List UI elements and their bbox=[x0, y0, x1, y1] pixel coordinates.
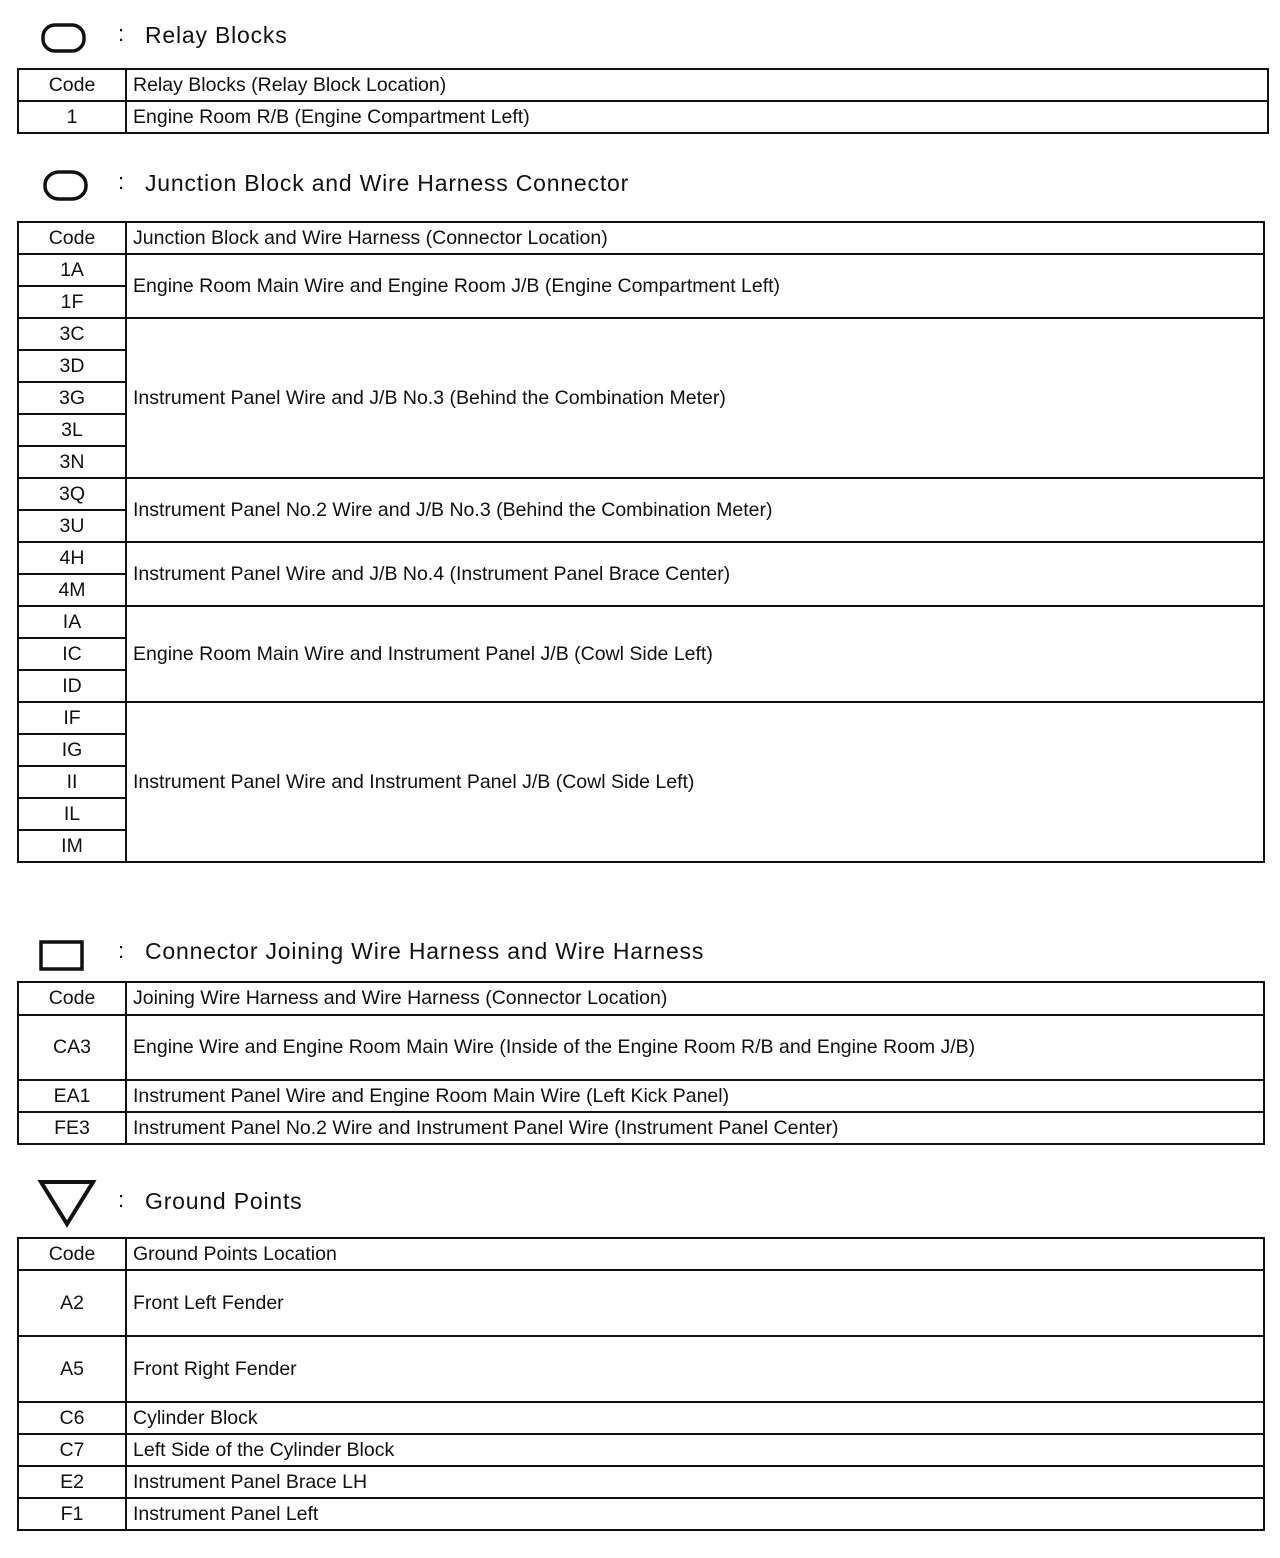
desc-cell: Instrument Panel Brace LH bbox=[126, 1466, 1264, 1498]
joining-connectors-title: Connector Joining Wire Harness and Wire Harness bbox=[145, 938, 705, 964]
junction-blocks-colon: : bbox=[118, 169, 125, 194]
triangle-symbol-icon bbox=[36, 1178, 98, 1230]
desc-header: Ground Points Location bbox=[126, 1238, 1264, 1270]
square-symbol-icon bbox=[38, 939, 86, 973]
code-cell: 3D bbox=[18, 350, 126, 382]
desc-cell: Engine Room Main Wire and Instrument Panel J/B (Cowl Side Left) bbox=[126, 606, 1264, 702]
code-cell: C7 bbox=[18, 1434, 126, 1466]
table-header-row bbox=[18, 982, 1264, 1015]
table-header-row bbox=[18, 69, 1268, 101]
code-cell: 4H bbox=[18, 542, 126, 574]
table-row bbox=[18, 606, 1264, 638]
table-row bbox=[18, 542, 1264, 574]
code-cell: C6 bbox=[18, 1402, 126, 1434]
code-cell: IF bbox=[18, 702, 126, 734]
code-cell: 4M bbox=[18, 574, 126, 606]
desc-cell: Engine Room Main Wire and Engine Room J/B (Engine Compartment Left) bbox=[126, 254, 1264, 318]
code-cell: 3C bbox=[18, 318, 126, 350]
table-row bbox=[18, 478, 1264, 510]
code-cell: EA1 bbox=[18, 1080, 126, 1112]
table-row bbox=[18, 702, 1264, 734]
code-cell: IA bbox=[18, 606, 126, 638]
relay-blocks-colon: : bbox=[118, 21, 125, 46]
desc-cell: Instrument Panel No.2 Wire and J/B No.3 (Behind the Combination Meter) bbox=[126, 478, 1264, 542]
junction-blocks-table bbox=[17, 221, 1265, 863]
joining-connectors-header bbox=[0, 934, 1280, 974]
code-cell: IL bbox=[18, 798, 126, 830]
table-row bbox=[18, 1112, 1264, 1144]
code-cell: 3G bbox=[18, 382, 126, 414]
code-cell: 3L bbox=[18, 414, 126, 446]
code-cell: 1 bbox=[18, 101, 126, 133]
desc-cell: Instrument Panel Wire and Instrument Panel J/B (Cowl Side Left) bbox=[126, 702, 1264, 862]
table-row bbox=[18, 1270, 1264, 1336]
table-row bbox=[18, 101, 1268, 133]
desc-cell: Engine Room R/B (Engine Compartment Left) bbox=[126, 101, 1268, 133]
table-header-row bbox=[18, 222, 1264, 254]
table-row bbox=[18, 1336, 1264, 1402]
code-header: Code bbox=[18, 1238, 126, 1270]
code-cell: ID bbox=[18, 670, 126, 702]
desc-header: Relay Blocks (Relay Block Location) bbox=[126, 69, 1268, 101]
code-cell: II bbox=[18, 766, 126, 798]
code-cell: 1F bbox=[18, 286, 126, 318]
table-row bbox=[18, 1402, 1264, 1434]
desc-cell: Instrument Panel No.2 Wire and Instrument Panel Wire (Instrument Panel Center) bbox=[126, 1112, 1264, 1144]
code-cell: IM bbox=[18, 830, 126, 862]
code-cell: 3U bbox=[18, 510, 126, 542]
code-cell: A5 bbox=[18, 1336, 126, 1402]
relay-blocks-table bbox=[17, 68, 1269, 134]
rounded-rect-symbol-icon bbox=[40, 22, 88, 54]
table-row bbox=[18, 1466, 1264, 1498]
code-cell: IG bbox=[18, 734, 126, 766]
desc-cell: Front Left Fender bbox=[126, 1270, 1264, 1336]
junction-blocks-header bbox=[0, 166, 1280, 206]
code-cell: IC bbox=[18, 638, 126, 670]
table-row bbox=[18, 318, 1264, 350]
table-row bbox=[18, 1434, 1264, 1466]
desc-cell: Instrument Panel Wire and J/B No.4 (Instrument Panel Brace Center) bbox=[126, 542, 1264, 606]
code-header: Code bbox=[18, 69, 126, 101]
code-cell: CA3 bbox=[18, 1015, 126, 1080]
code-cell: 3N bbox=[18, 446, 126, 478]
desc-cell: Instrument Panel Wire and J/B No.3 (Behind the Combination Meter) bbox=[126, 318, 1264, 478]
desc-cell: Left Side of the Cylinder Block bbox=[126, 1434, 1264, 1466]
ground-points-table bbox=[17, 1237, 1265, 1531]
desc-cell: Instrument Panel Wire and Engine Room Main Wire (Left Kick Panel) bbox=[126, 1080, 1264, 1112]
code-cell: E2 bbox=[18, 1466, 126, 1498]
joining-connectors-table bbox=[17, 981, 1265, 1145]
table-row bbox=[18, 1080, 1264, 1112]
desc-cell: Instrument Panel Left bbox=[126, 1498, 1264, 1530]
desc-header: Junction Block and Wire Harness (Connector Location) bbox=[126, 222, 1264, 254]
joining-connectors-colon: : bbox=[118, 938, 125, 963]
relay-blocks-header bbox=[0, 18, 1280, 58]
code-cell: 3Q bbox=[18, 478, 126, 510]
desc-cell: Cylinder Block bbox=[126, 1402, 1264, 1434]
code-cell: A2 bbox=[18, 1270, 126, 1336]
ground-points-colon: : bbox=[118, 1187, 125, 1212]
desc-cell: Engine Wire and Engine Room Main Wire (Inside of the Engine Room R/B and Engine Room J/B) bbox=[126, 1015, 1264, 1080]
code-cell: FE3 bbox=[18, 1112, 126, 1144]
code-header: Code bbox=[18, 222, 126, 254]
code-cell: 1A bbox=[18, 254, 126, 286]
table-row bbox=[18, 1015, 1264, 1080]
desc-header: Joining Wire Harness and Wire Harness (Connector Location) bbox=[126, 982, 1264, 1015]
oval-symbol-icon bbox=[42, 169, 90, 203]
code-cell: F1 bbox=[18, 1498, 126, 1530]
desc-cell: Front Right Fender bbox=[126, 1336, 1264, 1402]
ground-points-title: Ground Points bbox=[145, 1188, 303, 1214]
table-row bbox=[18, 254, 1264, 286]
code-header: Code bbox=[18, 982, 126, 1015]
junction-blocks-title: Junction Block and Wire Harness Connector bbox=[145, 170, 630, 196]
ground-points-header bbox=[0, 1180, 1280, 1220]
table-row bbox=[18, 1498, 1264, 1530]
relay-blocks-title: Relay Blocks bbox=[145, 22, 288, 48]
table-header-row bbox=[18, 1238, 1264, 1270]
